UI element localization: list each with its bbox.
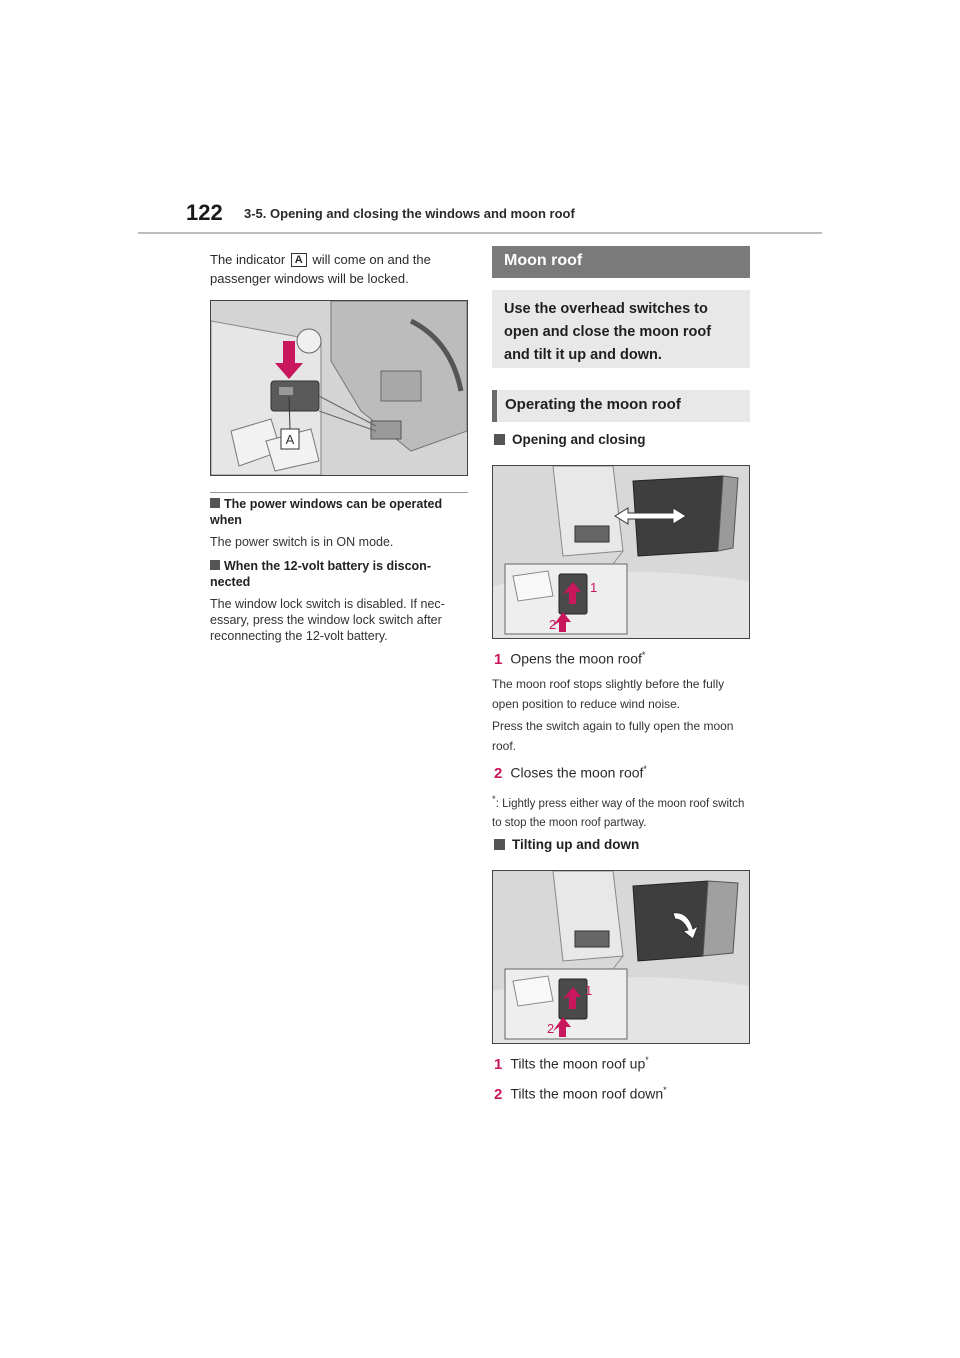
indicator-text-post: will come on and the passenger windows will be locked. — [210, 252, 431, 286]
section-title: 3-5. Opening and closing the windows and moon roof — [244, 206, 575, 221]
note1-body: The power switch is in ON mode. — [210, 535, 394, 549]
step-text: Opens the moon roof — [510, 650, 642, 667]
window-lock-illustration — [211, 301, 467, 475]
note2-heading: When the 12-volt battery is discon- nected — [210, 559, 431, 589]
note1-heading: The power windows can be operated when — [210, 497, 443, 527]
footnote-mark: * — [492, 794, 496, 805]
step-tilt-down — [494, 1085, 667, 1103]
figure-label-a: A — [285, 432, 295, 447]
step-text: Tilts the moon roof up — [510, 1055, 646, 1072]
square-bullet-icon — [210, 560, 220, 570]
step-number: 1 — [494, 650, 503, 668]
opening-closing-text: Opening and closing — [512, 432, 646, 447]
note2-body: The window lock switch is disabled. If nec- essary, press the window lock switch after reconnecting the 12-volt battery. — [210, 597, 445, 643]
square-bullet-icon — [494, 434, 505, 445]
indicator-badge: A — [291, 253, 307, 267]
footnote — [492, 790, 754, 833]
step-tilt-up — [494, 1055, 649, 1073]
opening-closing-illustration — [493, 466, 749, 638]
step-number: 2 — [494, 1085, 503, 1103]
footnote-text: : Lightly press either way of the moon roof switch to stop the moon roof partway. — [492, 797, 745, 829]
step-number: 2 — [494, 764, 503, 782]
step-text: Closes the moon roof — [510, 764, 644, 781]
opening-closing-heading — [494, 432, 646, 447]
step-text: Tilts the moon roof down — [510, 1085, 664, 1102]
asterisk-mark: * — [645, 1055, 649, 1065]
lead-box: Use the overhead switches to open and close the moon roof and tilt it up and down. — [492, 290, 750, 368]
step-open-note-2: Press the switch again to fully open the moon roof. — [492, 719, 734, 753]
step-open-note-1: The moon roof stops slightly before the fully open position to reduce wind noise. — [492, 677, 725, 711]
fig2-label-1: 1 — [585, 983, 593, 998]
indicator-paragraph — [210, 250, 468, 288]
tilting-figure — [492, 870, 750, 1044]
window-lock-switch-figure — [210, 300, 468, 476]
note-power-windows — [210, 496, 468, 550]
tilting-illustration — [493, 871, 749, 1043]
note-battery — [210, 558, 468, 644]
step-number: 1 — [494, 1055, 503, 1073]
tilting-heading — [494, 837, 639, 852]
moon-roof-heading: Moon roof — [492, 246, 750, 278]
step-close — [494, 764, 647, 782]
asterisk-mark: * — [643, 764, 647, 774]
fig1-label-1: 1 — [590, 580, 598, 595]
step-open — [494, 650, 645, 668]
notes-divider — [210, 492, 468, 493]
header-rule — [138, 232, 822, 234]
opening-closing-figure — [492, 465, 750, 639]
tilting-text: Tilting up and down — [512, 837, 640, 852]
indicator-text-pre: The indicator — [210, 252, 286, 267]
square-bullet-icon — [210, 498, 220, 508]
page-number: 122 — [186, 200, 223, 225]
asterisk-mark: * — [663, 1085, 667, 1095]
fig1-label-2: 2 — [549, 617, 557, 632]
operating-heading: Operating the moon roof — [492, 390, 750, 422]
square-bullet-icon — [494, 839, 505, 850]
asterisk-mark: * — [641, 650, 646, 660]
fig2-label-2: 2 — [547, 1021, 555, 1036]
